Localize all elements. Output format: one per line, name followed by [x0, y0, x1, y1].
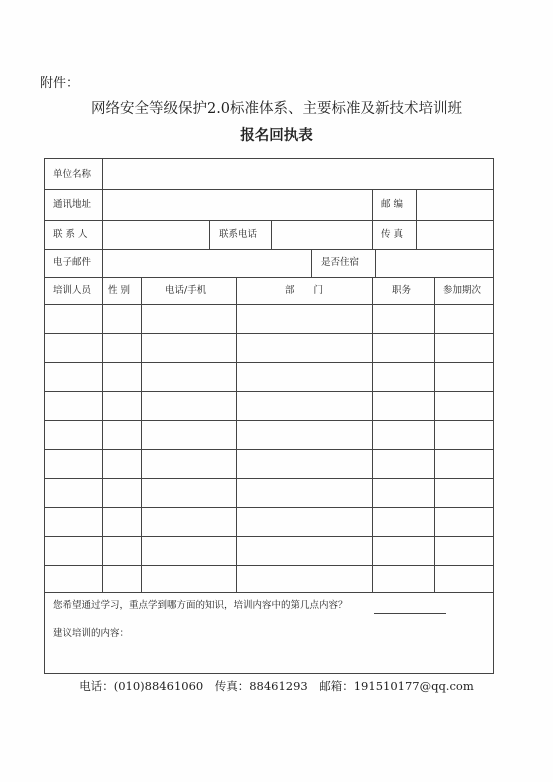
email-label: 电子邮件	[53, 257, 92, 268]
postcode-field[interactable]	[417, 190, 492, 220]
postcode-label: 邮 编	[381, 199, 404, 210]
address-field[interactable]	[103, 190, 371, 220]
row-divider	[45, 478, 493, 479]
col-divider	[209, 220, 210, 249]
row-divider	[45, 592, 493, 593]
col-divider	[102, 277, 103, 592]
row-divider	[45, 333, 493, 334]
header-phone: 电话/手机	[165, 285, 207, 296]
row-divider	[45, 391, 493, 392]
fax-label: 传 真	[381, 229, 404, 240]
row-divider	[45, 507, 493, 508]
row-divider	[45, 449, 493, 450]
contact-footer: 电话：(010)88461060 传真：88461293 邮箱：191510177@qq.com	[79, 679, 474, 693]
lodging-field[interactable]	[376, 250, 492, 277]
header-position: 职务	[392, 285, 412, 296]
email-field[interactable]	[103, 250, 310, 277]
header-department: 部 门	[285, 285, 324, 296]
topic-question: 您希望通过学习，重点学到哪方面的知识，培训内容中的第几点内容？	[53, 600, 348, 611]
col-divider	[434, 277, 435, 592]
topic-answer-blank[interactable]	[374, 613, 446, 614]
row-divider	[45, 277, 493, 278]
row-divider	[45, 304, 493, 305]
lodging-label: 是否住宿	[321, 257, 360, 268]
address-label: 通讯地址	[53, 199, 92, 210]
header-session: 参加期次	[443, 285, 482, 296]
row-divider	[45, 362, 493, 363]
contact-person-label: 联 系 人	[53, 229, 88, 240]
unit-name-field[interactable]	[103, 160, 492, 189]
fax-field[interactable]	[417, 221, 492, 249]
header-gender: 性 别	[108, 285, 131, 296]
row-divider	[45, 565, 493, 566]
col-divider	[372, 189, 373, 249]
contact-phone-label: 联系电话	[219, 229, 258, 240]
col-divider	[372, 277, 373, 592]
form-title: 网络安全等级保护2.0标准体系、主要标准及新技术培训班	[90, 101, 463, 117]
col-divider	[311, 249, 312, 277]
header-participant: 培训人员	[53, 285, 92, 296]
unit-name-label: 单位名称	[53, 169, 92, 180]
suggestion-label: 建议培训的内容：	[53, 628, 130, 639]
row-divider	[45, 536, 493, 537]
row-divider	[45, 420, 493, 421]
contact-person-field[interactable]	[103, 221, 208, 249]
registration-form-table	[44, 158, 494, 674]
col-divider	[236, 277, 237, 592]
col-divider	[141, 277, 142, 592]
attachment-label: 附件：	[40, 76, 80, 91]
form-subtitle: 报名回执表	[240, 127, 313, 144]
contact-phone-field[interactable]	[272, 221, 371, 249]
suggestion-field[interactable]	[46, 643, 492, 673]
